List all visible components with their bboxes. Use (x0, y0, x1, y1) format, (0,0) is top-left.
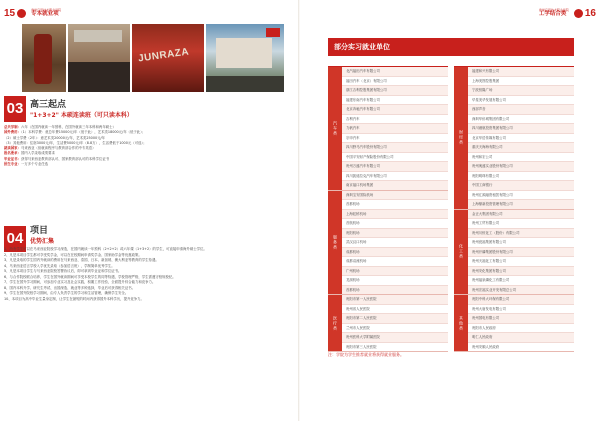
employer-group-label: 化工类 (454, 210, 468, 295)
advantage-item: 9、学生在国外院校学习期间，由专人负责学生的学习和生活管理，确保学生安全。 (4, 291, 129, 296)
employer-group-label: 汽车类 (328, 67, 342, 190)
section4-subtitle: 优势汇集 (30, 238, 55, 245)
employer-table-right (454, 66, 574, 352)
employer-row: 上海鼎新投资管理有限公司 (468, 200, 574, 209)
employer-row: 浙江吉利控股集团有限公司 (342, 86, 448, 96)
employer-row: 上海虹桥机场 (342, 210, 448, 220)
employer-row: 成都双流机场 (342, 257, 448, 267)
employer-row: 贵州大唐发电有限公司 (468, 305, 574, 315)
info-line: 毕业证书：获得马来西亚教育部认可、国家教育部认可的本科学位证书 (4, 156, 110, 161)
employer-row: 福建和兴有限公司 (468, 67, 574, 77)
employer-row: 吉利汽车 (342, 115, 448, 125)
employer-row: 明仁人民政府 (468, 333, 574, 343)
employer-row: 四川港航投资集团有限公司 (468, 124, 574, 134)
employer-row: 贵州瓮福集团有限公司 (468, 238, 574, 248)
employer-row: 兰州市人民医院 (342, 324, 448, 334)
employer-row: 贵州和宏公司 (468, 153, 574, 163)
photo-campus-building (206, 24, 284, 92)
photo-sign-text: JUNRAZA (137, 46, 190, 65)
college-logo-icon (574, 9, 583, 18)
info-line: 招生专业：一万多个专业任选 (4, 161, 49, 166)
employer-row: 中国平安财产保险股份有限公司 (342, 153, 448, 163)
photo-student (22, 24, 66, 92)
employer-row: 贵州福泉磷化工有限公司 (468, 276, 574, 286)
employer-group (454, 210, 574, 296)
employer-row: 首都机场 (342, 200, 448, 210)
photo-ceremony (68, 24, 130, 92)
employer-row: 四川野马汽车股份有限公司 (342, 143, 448, 153)
employer-row: 贵州安顺人民政府 (472, 344, 500, 349)
advantages-list (4, 247, 294, 302)
employer-group (328, 295, 448, 352)
employer-row: 成都机场 (342, 248, 448, 258)
right-page-header (536, 4, 596, 22)
advantage-item: 7、学生在国外学习期间，可参加专业实习及社会实践，积累工作经验，全面提升综合能力和竞争力。 (4, 280, 156, 285)
employer-row: 贵阳明珠有限公司 (468, 172, 574, 182)
section-number-badge: 03 (4, 96, 26, 122)
employer-row: 首航机场 (342, 219, 448, 229)
right-page-number: 16 (584, 7, 596, 19)
advantage-item: 1、所有学生可以在马来西亚院校学习深造，在国内就读一年预科（2+2+2）或六年课（1+3+2）的学生，可直接申请海外硕士学位。 (4, 247, 207, 251)
employer-row: 北京华语传媒有限公司 (468, 134, 574, 144)
employers-title: 部分实习就业单位 (328, 38, 574, 56)
advantage-item: 4、马来西亚语言学校入学优先录取（参加语言班），学制简单优秀学生。 (4, 263, 115, 268)
employer-row: 力帆汽车 (342, 124, 448, 134)
employer-group-label: 其他类 (454, 295, 468, 351)
info-line: 报名要求：国内入学录取成绩要求 (4, 151, 55, 156)
info-line: （2）硕士学费（2年）：意艺术类20000元/年，艺术类25000元/年 (4, 135, 106, 140)
employer-row: 南京福口机场集团 (342, 181, 448, 190)
left-header-college: 贵州应用技术职业学院 (31, 7, 62, 12)
left-page-header (4, 4, 64, 22)
right-header-section: 工学结合类 (538, 10, 567, 17)
photo-strip (22, 24, 284, 92)
info-line: 国外费用：（1）本科学费：意总年费15000元/年（低于此），艺术类18000元/年（低于此）； (4, 130, 146, 135)
employer-row: 贵州医科大学附属医院 (342, 333, 448, 343)
employer-row: 贵阳中科大环保有限公司 (468, 295, 574, 305)
employer-row: 贵州工贸有限公司 (468, 219, 574, 229)
advantage-item: 2、凡是本项目学生都可享受奖学金，可以在在校期间申请奖学金、国家助学金等优惠政策。 (4, 252, 142, 257)
employer-row: 北京奔驰汽车有限公司 (342, 105, 448, 115)
employer-row: 深圳宝安国际机场 (342, 191, 448, 201)
employer-row: 华星美华发展有限公司 (468, 96, 574, 106)
employer-row: 贵阳市人民政府 (468, 324, 574, 334)
employer-row: 贵州天福化工有限公司 (468, 257, 574, 267)
employer-row: 贵州川恒化工（股份）有限公司 (468, 229, 574, 239)
employer-row: 贵阳市第一人民医院 (342, 295, 448, 305)
left-page-number: 15 (4, 7, 16, 19)
employer-row: 四川凯迪拉克汽车有限公司 (342, 172, 448, 182)
advantage-item: 5、凡是本项目学生与马来西亚院校签署协议后，即可拿到毕业证和学位证书。 (4, 269, 122, 274)
photo-campus-sign (132, 24, 204, 92)
section4-title: 项目 (30, 226, 49, 236)
right-page (300, 0, 600, 421)
employer-row: 重庆天海海有限公司 (468, 143, 574, 153)
employer-group (328, 191, 448, 296)
employers-note: 注：学院为学生推荐就业将获得就业服务。 (328, 352, 404, 357)
employer-group-label: 医疗类 (328, 295, 342, 351)
employer-table-left (328, 66, 448, 352)
employer-row: 贵州省人民医院 (342, 305, 448, 315)
employer-row: 中国工商银行 (468, 181, 574, 191)
employer-row: 贵州安化集团有限公司 (468, 267, 574, 277)
employer-row: 金正大集团有限公司 (468, 210, 574, 220)
employer-group-label: 服务类 (328, 191, 342, 295)
advantage-item: 10、本项目为高中毕业生量身定制，让学生在最短的时间内获得国外本科学历，提升竞争力。 (4, 296, 144, 301)
employer-row: 福建东南汽车有限公司 (342, 96, 448, 106)
employer-row: 贵阳市第三人民医院 (346, 344, 377, 349)
employer-group-label: 财经类 (454, 67, 468, 209)
left-header-section: 专本就业项 (31, 10, 59, 17)
employer-row: 福田汽车（北京）有限公司 (342, 77, 448, 87)
advantage-item: 8、国内本科升学、研究生考试、出国深造、就业等多种选择，毕业后可获得相关证书。 (4, 285, 135, 290)
info-line: 就读国家：马来西亚（但就读程序与教育部合作的中专英语） (4, 146, 96, 151)
employer-row: 宗申汽车 (342, 134, 448, 144)
employer-row: 北汽福田汽车有限公司 (342, 67, 448, 77)
program-info (4, 125, 294, 167)
employer-row: 贵州开磷集团股份有限公司 (468, 248, 574, 258)
employer-row: 首都机场 (342, 286, 448, 295)
employer-row: 贵阳市第二人民医院 (342, 314, 448, 324)
advantage-item: 3、凡是录取的学生国内外就读的费用在马来西亚、泰国、日本、新加坡、澳大利亚等教育的学生待遇。 (4, 258, 159, 263)
section3-subtitle: "1+3+2" 本硕连读班（可只读本科） (30, 112, 133, 119)
employer-row: 武汉汉口机场 (342, 238, 448, 248)
employer-row: 贵阳机场 (342, 229, 448, 239)
employer-row: 贵州国电有限公司 (468, 314, 574, 324)
employer-row: 贵州万盛汽车有限公司 (342, 162, 448, 172)
employer-row: 宁波恒隆广场 (468, 86, 574, 96)
right-header-college: 贵州应用技术职业学院 (538, 7, 569, 12)
employer-group (328, 67, 448, 191)
employer-row: 贵州宏福实业开发有限总公司 (468, 286, 574, 295)
section3-title: 高三起点 (30, 100, 67, 110)
employer-row: 龙洞机场 (342, 276, 448, 286)
employer-group (454, 67, 574, 210)
employer-row: 深圳华侨城集团有限公司 (468, 115, 574, 125)
info-line: （3）其他费用：住宿3000元/年，生活费5000元/年（8.8万），生活费低于1000元（可选）； (4, 140, 147, 145)
employer-group (454, 295, 574, 352)
college-logo-icon (17, 9, 26, 18)
employer-row: 广州机场 (342, 267, 448, 277)
employer-row: 贵州奥盛实业股份有限公司 (468, 162, 574, 172)
advantage-item: 6、与合作院校联合培养，学生在国外就读期间可享受本校学生的同等待遇，学校管理严格，学生需遵守校规校纪。 (4, 274, 176, 279)
employer-row: 西部声音 (468, 105, 574, 115)
employer-row: 贵州汇源融资租赁有限公司 (468, 191, 574, 201)
section-number-badge: 04 (4, 226, 26, 252)
info-line: 总共学制：六年（在国内就读一年预科，在国外就读三年本科和两年硕士） (4, 125, 116, 129)
employer-row: 上海美图控股集团 (468, 77, 574, 87)
